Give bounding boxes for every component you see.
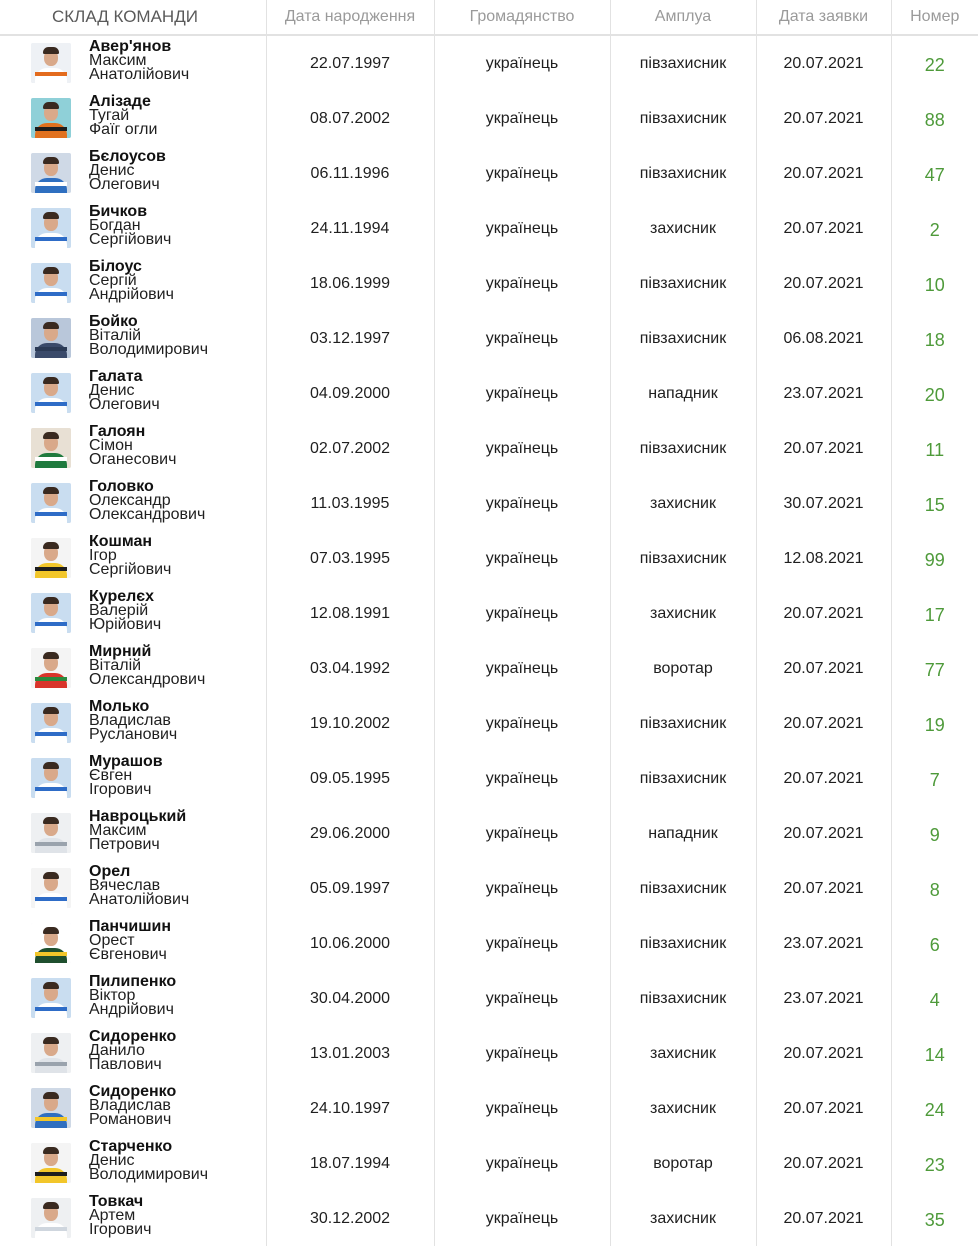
player-application-date: 20.07.2021 xyxy=(756,1136,891,1191)
player-position: півзахисник xyxy=(610,531,756,586)
player-photo-icon[interactable] xyxy=(31,703,71,743)
player-name-cell[interactable] xyxy=(0,311,266,366)
player-name-cell[interactable] xyxy=(0,201,266,256)
player-birth-date: 07.03.1995 xyxy=(266,531,434,586)
player-position: півзахисник xyxy=(610,35,756,91)
player-birth-date: 24.10.1997 xyxy=(266,1081,434,1136)
player-first-name: Вячеслав xyxy=(89,877,161,894)
player-first-name: Віталій xyxy=(89,657,142,674)
player-name[interactable] xyxy=(89,425,176,467)
player-position: захисник xyxy=(610,1026,756,1081)
player-surname[interactable]: Бойко xyxy=(89,313,138,330)
player-citizenship: українець xyxy=(434,586,610,641)
player-name[interactable] xyxy=(89,150,166,192)
player-surname[interactable]: Мирний xyxy=(89,643,152,660)
player-citizenship: українець xyxy=(434,971,610,1026)
player-first-name: Віктор xyxy=(89,987,136,1004)
player-row[interactable] xyxy=(0,1136,978,1191)
player-position: воротар xyxy=(610,641,756,696)
player-position: захисник xyxy=(610,1081,756,1136)
player-birth-date: 29.06.2000 xyxy=(266,806,434,861)
player-number: 14 xyxy=(924,1045,945,1065)
roster-body xyxy=(0,35,978,1246)
header-number[interactable]: Номер xyxy=(891,0,978,35)
player-name[interactable] xyxy=(89,95,157,137)
player-photo-icon[interactable] xyxy=(31,318,71,358)
player-first-name: Тугай xyxy=(89,107,130,124)
player-number: 18 xyxy=(924,330,945,350)
player-name-cell[interactable] xyxy=(0,256,266,311)
player-photo-icon[interactable] xyxy=(31,923,71,963)
player-photo-icon[interactable] xyxy=(31,208,71,248)
player-photo-icon[interactable] xyxy=(31,1033,71,1073)
player-application-date: 23.07.2021 xyxy=(756,366,891,421)
player-application-date: 20.07.2021 xyxy=(756,861,891,916)
player-surname[interactable]: Галата xyxy=(89,368,143,385)
player-row[interactable] xyxy=(0,1026,978,1081)
player-patronymic: Сергійович xyxy=(89,561,172,578)
player-position: захисник xyxy=(610,586,756,641)
player-citizenship: українець xyxy=(434,531,610,586)
player-row[interactable] xyxy=(0,531,978,586)
player-surname[interactable]: Мурашов xyxy=(89,753,163,770)
player-number: 88 xyxy=(924,110,945,130)
player-birth-date: 03.12.1997 xyxy=(266,311,434,366)
player-citizenship: українець xyxy=(434,806,610,861)
player-number: 9 xyxy=(929,825,940,845)
player-name-cell[interactable] xyxy=(0,476,266,531)
player-first-name: Денис xyxy=(89,382,135,399)
player-photo-icon[interactable] xyxy=(31,813,71,853)
player-citizenship: українець xyxy=(434,1191,610,1246)
player-birth-date: 30.04.2000 xyxy=(266,971,434,1026)
player-name[interactable] xyxy=(89,260,174,302)
player-name-cell[interactable] xyxy=(0,35,266,91)
player-application-date: 20.07.2021 xyxy=(756,806,891,861)
player-position: захисник xyxy=(610,476,756,531)
player-photo-icon[interactable] xyxy=(31,758,71,798)
player-application-date: 12.08.2021 xyxy=(756,531,891,586)
player-application-date: 20.07.2021 xyxy=(756,696,891,751)
player-name-cell[interactable] xyxy=(0,861,266,916)
player-name[interactable] xyxy=(89,865,189,907)
player-position: півзахисник xyxy=(610,861,756,916)
player-birth-date: 04.09.2000 xyxy=(266,366,434,421)
player-surname[interactable]: Навроцький xyxy=(89,808,187,825)
player-number: 10 xyxy=(924,275,945,295)
player-surname[interactable]: Старченко xyxy=(89,1138,173,1155)
player-first-name: Данило xyxy=(89,1042,145,1059)
player-row[interactable] xyxy=(0,1191,978,1246)
player-row[interactable] xyxy=(0,201,978,256)
player-position: півзахисник xyxy=(610,971,756,1026)
player-citizenship: українець xyxy=(434,696,610,751)
player-citizenship: українець xyxy=(434,146,610,201)
player-name[interactable] xyxy=(89,370,160,412)
header-application-date[interactable]: Дата заявки xyxy=(756,0,891,35)
player-first-name: Сімон xyxy=(89,437,133,454)
player-application-date: 20.07.2021 xyxy=(756,586,891,641)
player-application-date: 20.07.2021 xyxy=(756,1026,891,1081)
player-patronymic: Петрович xyxy=(89,836,160,853)
player-row[interactable] xyxy=(0,861,978,916)
player-first-name: Денис xyxy=(89,162,135,179)
player-citizenship: українець xyxy=(434,421,610,476)
player-photo-icon[interactable] xyxy=(31,373,71,413)
player-patronymic: Ігорович xyxy=(89,781,152,798)
player-photo-icon[interactable] xyxy=(31,98,71,138)
player-surname[interactable]: Білоус xyxy=(89,258,142,275)
player-name-cell[interactable] xyxy=(0,531,266,586)
player-number: 15 xyxy=(924,495,945,515)
player-photo-icon[interactable] xyxy=(31,483,71,523)
player-patronymic: Сергійович xyxy=(89,231,172,248)
player-name-cell[interactable] xyxy=(0,146,266,201)
player-citizenship: українець xyxy=(434,916,610,971)
player-birth-date: 08.07.2002 xyxy=(266,91,434,146)
player-name-cell[interactable] xyxy=(0,641,266,696)
player-first-name: Максим xyxy=(89,822,147,839)
player-patronymic: Володимирович xyxy=(89,341,209,358)
player-row[interactable] xyxy=(0,916,978,971)
player-application-date: 23.07.2021 xyxy=(756,916,891,971)
player-first-name: Ігор xyxy=(89,547,117,564)
player-name[interactable] xyxy=(89,1140,208,1182)
player-birth-date: 11.03.1995 xyxy=(266,476,434,531)
player-patronymic: Анатолійович xyxy=(89,66,190,83)
player-photo-icon[interactable] xyxy=(31,428,71,468)
player-photo-icon[interactable] xyxy=(31,593,71,633)
player-number: 8 xyxy=(929,880,940,900)
player-photo-icon[interactable] xyxy=(31,868,71,908)
player-patronymic: Андрійович xyxy=(89,1001,174,1018)
player-application-date: 20.07.2021 xyxy=(756,1191,891,1246)
player-name-cell[interactable] xyxy=(0,971,266,1026)
player-patronymic: Олександрович xyxy=(89,671,206,688)
header-team-squad[interactable]: СКЛАД КОМАНДИ xyxy=(0,0,266,35)
player-birth-date: 06.11.1996 xyxy=(266,146,434,201)
player-birth-date: 09.05.1995 xyxy=(266,751,434,806)
player-position: півзахисник xyxy=(610,696,756,751)
player-surname[interactable]: Головко xyxy=(89,478,154,495)
player-photo-icon[interactable] xyxy=(31,43,71,83)
player-first-name: Богдан xyxy=(89,217,141,234)
player-patronymic: Романович xyxy=(89,1111,172,1128)
player-surname[interactable]: Молько xyxy=(89,698,150,715)
player-citizenship: українець xyxy=(434,1136,610,1191)
player-position: захисник xyxy=(610,201,756,256)
player-name[interactable] xyxy=(89,700,177,742)
player-first-name: Олександр xyxy=(89,492,171,509)
player-number: 24 xyxy=(924,1100,945,1120)
player-citizenship: українець xyxy=(434,861,610,916)
player-patronymic: Анатолійович xyxy=(89,891,190,908)
player-row[interactable] xyxy=(0,586,978,641)
player-position: півзахисник xyxy=(610,916,756,971)
player-surname[interactable]: Сидоренко xyxy=(89,1028,177,1045)
player-surname[interactable]: Товкач xyxy=(89,1193,144,1210)
player-name[interactable] xyxy=(89,205,171,247)
player-birth-date: 10.06.2000 xyxy=(266,916,434,971)
player-citizenship: українець xyxy=(434,91,610,146)
player-row[interactable] xyxy=(0,256,978,311)
player-row[interactable] xyxy=(0,421,978,476)
player-number: 77 xyxy=(924,660,945,680)
player-name[interactable] xyxy=(89,40,189,82)
player-row[interactable] xyxy=(0,91,978,146)
player-name-cell[interactable] xyxy=(0,366,266,421)
player-number: 6 xyxy=(929,935,940,955)
player-position: нападник xyxy=(610,806,756,861)
player-citizenship: українець xyxy=(434,1026,610,1081)
player-birth-date: 12.08.1991 xyxy=(266,586,434,641)
player-application-date: 20.07.2021 xyxy=(756,421,891,476)
player-number: 4 xyxy=(929,990,940,1010)
player-name-cell[interactable] xyxy=(0,1026,266,1081)
player-row[interactable] xyxy=(0,696,978,751)
player-first-name: Денис xyxy=(89,1152,135,1169)
player-name-cell[interactable] xyxy=(0,586,266,641)
player-surname[interactable]: Панчишин xyxy=(89,918,172,935)
player-name-cell[interactable] xyxy=(0,421,266,476)
player-number: 99 xyxy=(924,550,945,570)
player-surname[interactable]: Алізаде xyxy=(89,93,151,110)
player-first-name: Віталій xyxy=(89,327,142,344)
player-name[interactable] xyxy=(89,1085,176,1127)
player-birth-date: 05.09.1997 xyxy=(266,861,434,916)
player-application-date: 20.07.2021 xyxy=(756,1081,891,1136)
player-photo-icon[interactable] xyxy=(31,1088,71,1128)
player-application-date: 20.07.2021 xyxy=(756,35,891,91)
player-birth-date: 02.07.2002 xyxy=(266,421,434,476)
player-patronymic: Павлович xyxy=(89,1056,162,1073)
player-birth-date: 13.01.2003 xyxy=(266,1026,434,1081)
player-application-date: 20.07.2021 xyxy=(756,146,891,201)
player-photo-icon[interactable] xyxy=(31,263,71,303)
player-name[interactable] xyxy=(89,535,171,577)
player-first-name: Артем xyxy=(89,1207,136,1224)
player-surname[interactable]: Бичков xyxy=(89,203,148,220)
player-position: півзахисник xyxy=(610,91,756,146)
header-birth-date[interactable]: Дата народження xyxy=(266,0,434,35)
player-citizenship: українець xyxy=(434,366,610,421)
player-first-name: Валерій xyxy=(89,602,149,619)
player-row[interactable] xyxy=(0,35,978,91)
player-number: 17 xyxy=(924,605,945,625)
player-name[interactable] xyxy=(89,590,161,632)
player-number: 11 xyxy=(925,440,945,460)
player-birth-date: 24.11.1994 xyxy=(266,201,434,256)
player-patronymic: Олександрович xyxy=(89,506,206,523)
player-patronymic: Фаїг огли xyxy=(89,121,158,138)
player-number: 20 xyxy=(924,385,945,405)
player-surname[interactable]: Галоян xyxy=(89,423,146,440)
player-number: 35 xyxy=(924,1210,945,1230)
player-patronymic: Оганесович xyxy=(89,451,177,468)
player-photo-icon[interactable] xyxy=(31,978,71,1018)
player-row[interactable] xyxy=(0,311,978,366)
player-row[interactable] xyxy=(0,806,978,861)
player-row[interactable] xyxy=(0,146,978,201)
player-number: 19 xyxy=(924,715,945,735)
player-position: півзахисник xyxy=(610,311,756,366)
player-name-cell[interactable] xyxy=(0,1136,266,1191)
player-name[interactable] xyxy=(89,1195,151,1237)
player-name[interactable] xyxy=(89,810,186,852)
player-photo-icon[interactable] xyxy=(31,153,71,193)
player-row[interactable] xyxy=(0,751,978,806)
header-position[interactable]: Амплуа xyxy=(610,0,756,35)
player-patronymic: Ігорович xyxy=(89,1221,152,1238)
player-birth-date: 18.07.1994 xyxy=(266,1136,434,1191)
player-patronymic: Андрійович xyxy=(89,286,174,303)
player-birth-date: 22.07.1997 xyxy=(266,35,434,91)
player-position: воротар xyxy=(610,1136,756,1191)
player-photo-icon[interactable] xyxy=(31,538,71,578)
player-application-date: 23.07.2021 xyxy=(756,971,891,1026)
player-surname[interactable]: Пилипенко xyxy=(89,973,177,990)
player-first-name: Владислав xyxy=(89,1097,171,1114)
player-patronymic: Юрійович xyxy=(89,616,162,633)
player-name[interactable] xyxy=(89,920,171,962)
player-application-date: 30.07.2021 xyxy=(756,476,891,531)
player-patronymic: Олегович xyxy=(89,176,160,193)
player-first-name: Сергій xyxy=(89,272,137,289)
player-name-cell[interactable] xyxy=(0,1191,266,1246)
player-row[interactable] xyxy=(0,1081,978,1136)
player-number: 7 xyxy=(929,770,940,790)
player-name-cell[interactable] xyxy=(0,751,266,806)
player-application-date: 20.07.2021 xyxy=(756,201,891,256)
player-first-name: Владислав xyxy=(89,712,171,729)
player-position: півзахисник xyxy=(610,256,756,311)
player-citizenship: українець xyxy=(434,751,610,806)
player-name[interactable] xyxy=(89,645,205,687)
player-row[interactable] xyxy=(0,366,978,421)
player-row[interactable] xyxy=(0,476,978,531)
player-photo-icon[interactable] xyxy=(31,648,71,688)
player-name-cell[interactable] xyxy=(0,1081,266,1136)
player-number: 22 xyxy=(924,55,945,75)
player-surname[interactable]: Курелєх xyxy=(89,588,155,605)
roster-header xyxy=(0,0,978,35)
player-name-cell[interactable] xyxy=(0,91,266,146)
player-first-name: Орест xyxy=(89,932,135,949)
player-patronymic: Євгенович xyxy=(89,946,167,963)
player-name[interactable] xyxy=(89,975,176,1017)
player-number: 47 xyxy=(924,165,945,185)
player-name[interactable] xyxy=(89,755,163,797)
player-position: півзахисник xyxy=(610,421,756,476)
player-position: нападник xyxy=(610,366,756,421)
player-citizenship: українець xyxy=(434,256,610,311)
player-name[interactable] xyxy=(89,315,208,357)
player-row[interactable] xyxy=(0,971,978,1026)
player-name[interactable] xyxy=(89,1030,176,1072)
player-number: 23 xyxy=(924,1155,945,1175)
player-birth-date: 18.06.1999 xyxy=(266,256,434,311)
player-birth-date: 30.12.2002 xyxy=(266,1191,434,1246)
player-application-date: 20.07.2021 xyxy=(756,91,891,146)
player-birth-date: 03.04.1992 xyxy=(266,641,434,696)
player-patronymic: Олегович xyxy=(89,396,160,413)
player-name-cell[interactable] xyxy=(0,806,266,861)
player-number: 2 xyxy=(929,220,940,240)
player-surname[interactable]: Бєлоусов xyxy=(89,148,166,165)
player-position: захисник xyxy=(610,1191,756,1246)
header-citizenship[interactable]: Громадянство xyxy=(434,0,610,35)
player-name-cell[interactable] xyxy=(0,696,266,751)
player-first-name: Максим xyxy=(89,52,147,69)
player-citizenship: українець xyxy=(434,35,610,91)
player-application-date: 20.07.2021 xyxy=(756,256,891,311)
player-application-date: 20.07.2021 xyxy=(756,641,891,696)
player-citizenship: українець xyxy=(434,1081,610,1136)
player-citizenship: українець xyxy=(434,641,610,696)
player-name-cell[interactable] xyxy=(0,916,266,971)
player-first-name: Євген xyxy=(89,767,133,784)
player-patronymic: Русланович xyxy=(89,726,178,743)
player-birth-date: 19.10.2002 xyxy=(266,696,434,751)
player-surname[interactable]: Авер'янов xyxy=(89,38,172,55)
player-patronymic: Володимирович xyxy=(89,1166,209,1183)
player-citizenship: українець xyxy=(434,476,610,531)
player-surname[interactable]: Кошман xyxy=(89,533,153,550)
player-photo-icon[interactable] xyxy=(31,1143,71,1183)
player-surname[interactable]: Сидоренко xyxy=(89,1083,177,1100)
player-application-date: 06.08.2021 xyxy=(756,311,891,366)
player-name[interactable] xyxy=(89,480,205,522)
player-photo-icon[interactable] xyxy=(31,1198,71,1238)
player-position: півзахисник xyxy=(610,146,756,201)
player-surname[interactable]: Орел xyxy=(89,863,131,880)
player-citizenship: українець xyxy=(434,201,610,256)
player-row[interactable] xyxy=(0,641,978,696)
player-application-date: 20.07.2021 xyxy=(756,751,891,806)
player-citizenship: українець xyxy=(434,311,610,366)
player-position: півзахисник xyxy=(610,751,756,806)
